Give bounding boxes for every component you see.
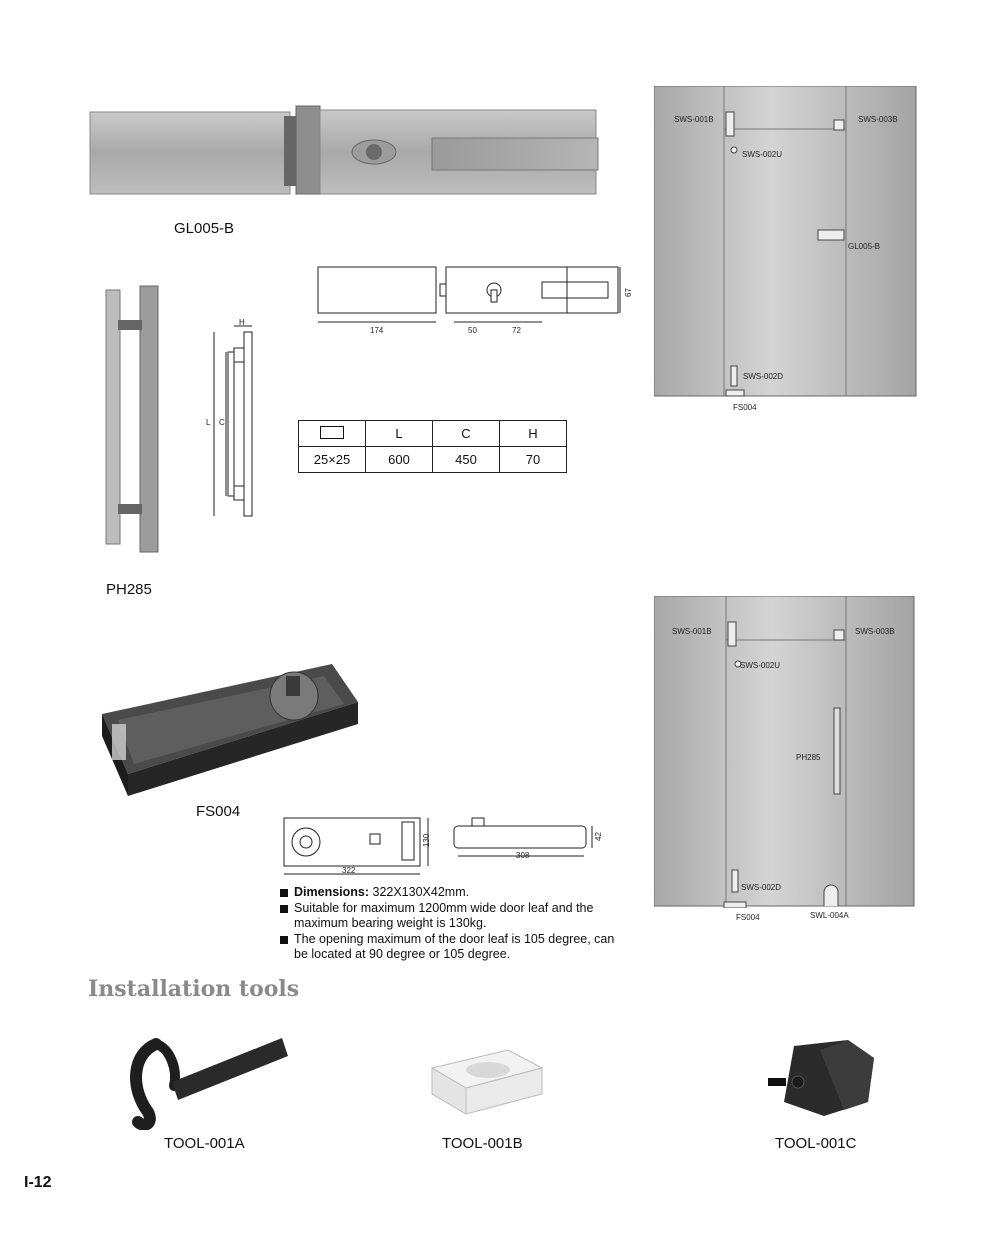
spec-header-l: L [366, 421, 433, 447]
bottom-label-sws002d: SWS-002D [741, 883, 782, 892]
dimensions-value: 322X130X42mm. [369, 885, 470, 899]
spec-cell-l: 600 [366, 447, 433, 473]
fs004-note-opening: The opening maximum of the door leaf is 105 degree, can be located at 90 degree or 105 degree. [280, 932, 630, 963]
ph285-caption: PH285 [106, 581, 152, 598]
gl005b-dim-50: 50 [468, 326, 477, 335]
gl005b-dim-72: 72 [512, 326, 521, 335]
tool-001b-photo [428, 1046, 546, 1116]
ph285-dim-h: H [239, 318, 245, 327]
bottom-label-sws002u: SWS-002U [740, 661, 781, 670]
fs004-note-weight: Suitable for maximum 1200mm wide door leaf and the maximum bearing weight is 130kg. [280, 901, 630, 932]
tool-001c-caption: TOOL-001C [775, 1135, 857, 1152]
installation-tools-heading: Installation tools [88, 976, 300, 1002]
fs004-caption: FS004 [196, 803, 241, 820]
gl005b-photo [88, 104, 600, 198]
top-label-sws002d: SWS-002D [743, 372, 784, 381]
fs004-dim-42: 42 [593, 832, 603, 841]
gl005b-caption: GL005-B [174, 220, 235, 237]
bottom-label-sws003b: SWS-003B [855, 627, 895, 636]
bottom-label-sws001b: SWS-001B [672, 627, 712, 636]
spec-cell-h: 70 [500, 447, 567, 473]
ph285-spec-table [298, 420, 567, 473]
tube-section-icon [299, 421, 366, 447]
ph285-dim-c: C [219, 418, 225, 427]
fs004-note-dimensions [280, 885, 630, 901]
top-label-gl005b: GL005-B [848, 242, 881, 251]
tool-001c-photo [764, 1036, 880, 1120]
door-diagram-bottom [654, 596, 916, 908]
fs004-drawing [278, 812, 618, 876]
page-number: I-12 [24, 1174, 52, 1191]
fs004-dim-322: 322 [342, 866, 356, 875]
tool-001a-photo [126, 1030, 292, 1130]
fs004-dim-130: 130 [422, 833, 432, 848]
spec-cell-c: 450 [433, 447, 500, 473]
tool-001b-caption: TOOL-001B [442, 1135, 523, 1152]
tool-001a-caption: TOOL-001A [164, 1135, 245, 1152]
spec-header-h: H [500, 421, 567, 447]
fs004-dim-308: 308 [516, 851, 530, 860]
dimensions-label: Dimensions: [294, 885, 370, 899]
bottom-label-swl004a: SWL-004A [810, 911, 849, 920]
bottom-label-ph285: PH285 [796, 753, 821, 762]
spec-header-c: C [433, 421, 500, 447]
fs004-photo [96, 662, 366, 798]
fs004-notes [280, 885, 630, 963]
ph285-dim-l: L [206, 418, 211, 427]
gl005b-dim-67: 67 [623, 288, 633, 297]
gl005b-dim-174: 174 [370, 326, 384, 335]
spec-cell-section: 25×25 [299, 447, 366, 473]
bottom-label-fs004: FS004 [736, 913, 760, 922]
top-label-fs004: FS004 [733, 403, 757, 412]
top-label-sws002u: SWS-002U [742, 150, 783, 159]
ph285-photo [100, 284, 170, 556]
top-label-sws003b: SWS-003B [858, 115, 898, 124]
top-label-sws001b: SWS-001B [674, 115, 714, 124]
